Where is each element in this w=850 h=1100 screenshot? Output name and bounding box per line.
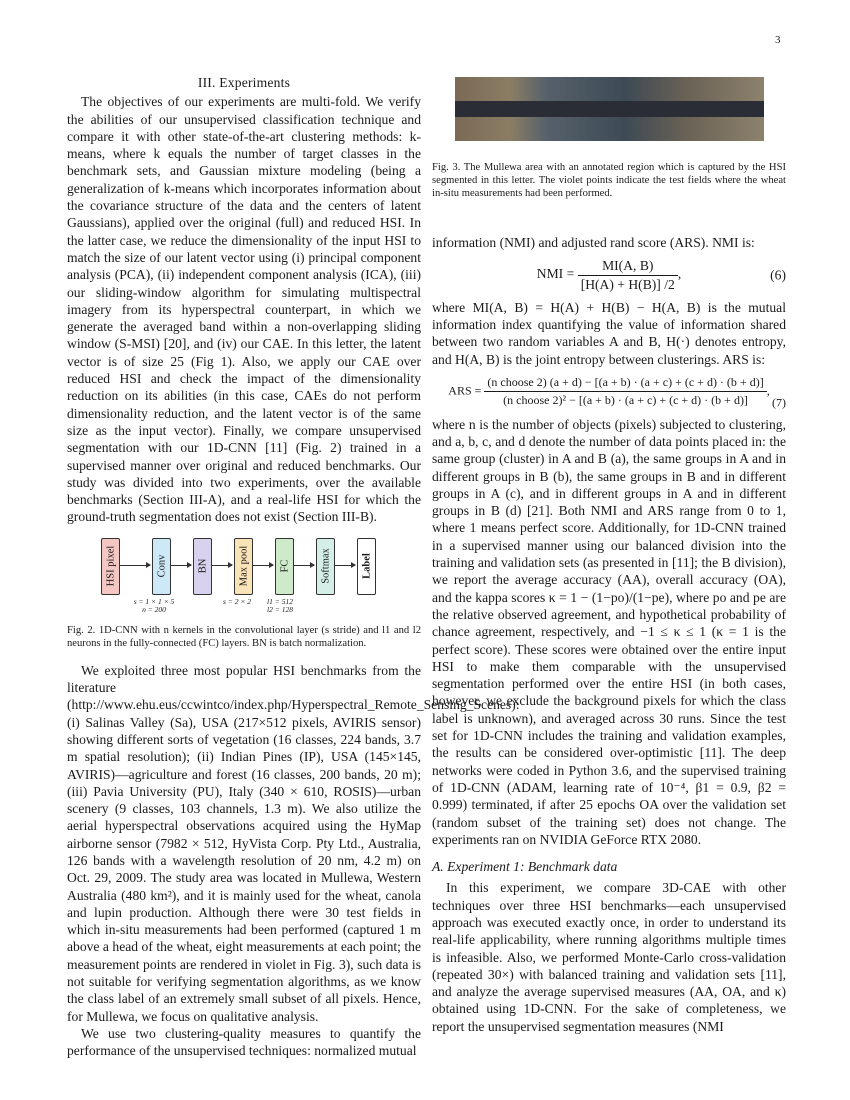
paragraph-experiment-1: In this experiment, we compare 3D-CAE with other techniques over three HSI benchmarks—each unsupervised approach was executed exactly once, in order to understand its real-life applicability, where running algorithms multiple times is infeasible. Also, we performed Monte-Carlo cross-validation (repeated 30×) with balanced training and validation sets [11], and analyze the average supervised measures (AA, OA, and κ) obtained using 1D-CNN. For the sake of completeness, we report the unsupervised segmentation measures (NMI — [432, 880, 786, 1034]
block-softmax: Softmax — [316, 538, 335, 595]
arrow — [120, 565, 150, 566]
block-hsi-pixel: HSI pixel — [101, 538, 120, 595]
arrow — [171, 565, 191, 566]
arrow — [335, 565, 355, 566]
figure-2-diagram — [67, 538, 421, 640]
equation-6: NMI = $\frac{MI(A, B)}{[H(A) + H(B)] /2}$ , (6) — [536, 258, 786, 292]
fc-neurons-label: l1 = 512 l2 = 128 — [267, 596, 293, 614]
paragraph-mi-definition: where MI(A, B) = H(A) + H(B) − H(A, B) is the mutual information index quantifying the value of information shared between two random variables A and B, H(·) denotes entropy, and H(A, B) is the joint entropy between clusterings. ARS is: — [432, 299, 786, 367]
block-max-pool: Max pool — [234, 538, 253, 595]
block-bn: BN — [193, 538, 212, 595]
paragraph-objectives: The objectives of our experiments are multi-fold. We verify the abilities of our unsupervised classification technique and compare it with other state-of-the-art clustering methods: k-means, where k equals the number of target classes in the benchmark sets, and Gaussian mixture modeling (being a generalization of k-means which incorporates information about the covariance structure of the data and the centers of latent Gaussians), applied over the original (full) and reduced HSI. In the latter case, we reduce the dimensionality of the input HSI to match the size of our latent vector using (i) principal component analysis (PCA), (ii) independent component analysis (ICA), (iii) our sliding-window algorithm for simulating multispectral imagery from its hyperspectral counterpart, in which we generate the averaged band within a non-overlapping sliding window (S-MSI) [20], and (iv) our CAE. In this letter, the latent vector is of size 25 (Fig 1). Also, we apply our CAE over reduced HSI and check the impact of the dimensionality reduction on its abilities (in this case, CAEs do not perform dimensionality reduction, and the latent vector is of the same size as the input vector). Finally, we compare unsupervised segmentation with our 1D-CNN [11] (Fig. 2) trained in a supervised manner over original and reduced benchmarks. Our study was divided into two experiments, over the available benchmarks (Section III-A), and a real-life HSI for which the ground-truth segmentation does not exist (Section III-B). — [67, 94, 421, 525]
paragraph-ars-definition: where n is the number of objects (pixels) subjected to clustering, and a, b, c, and d denote the number of data points placed in: the same group (cluster) in A and B (a), the same groups in A and in different groups in B (b), the same groups in B and in different groups in A (c), and in different groups in A and in different groups in B (d) [21]. Both NMI and ARS range from 0 to 1, where 1 means perfect score. Additionally, for 1D-CNN trained in a supervised manner using our balanced division into the training and validation sets (as presented in [11]; the B division), we report the average accuracy (AA), overall accuracy (OA), and the kappa scores κ = 1 − (1−po)/(1−pe), where po and pe are the relative observed agreement, and hypothetical probability of chance agreement, respectively, and −1 ≤ κ ≤ 1 (κ = 1 is the perfect score). These scores were obtained over the entire input HSI to make them comparable with the unsupervised segmentation performed over the entire HSI (in both cases, however, we exclude the background pixels for which the class label is unknown), and averaged across 30 runs. Since the test set for 1D-CNN includes the training and validation examples, the results can be considered over-optimistic [11]. The deep networks were coded in Python 3.6, and the supervised training of 1D-CNN (ADAM, learning rate of 10⁻⁴, β1 = 0.9, β2 = 0.999) terminated, if after 25 epochs OA over the validation set (random subset of the training set) does not change. The experiments ran on NVIDIA GeForce RTX 2080. — [432, 416, 786, 847]
paragraph-measures: We use two clustering-quality measures to quantify the performance of the unsupervised techniques: normalized mutual — [67, 1025, 421, 1059]
block-label: Label — [357, 538, 376, 595]
right-column — [432, 77, 786, 1035]
arrow — [253, 565, 273, 566]
left-column — [67, 74, 520, 1060]
block-fc: FC — [275, 538, 294, 595]
page-number: 3 — [775, 34, 781, 46]
figure-3-image — [455, 77, 764, 141]
arrow — [212, 565, 232, 566]
paragraph-nmi-intro: information (NMI) and adjusted rand score (ARS). NMI is: — [432, 235, 755, 250]
figure-3-caption: Fig. 3. The Mullewa area with an annotated region which is captured by the HSI segmented in this letter. The violet points indicate the test fields where the wheat in-situ measurements had been performed. — [432, 162, 786, 199]
figure-2-caption: Fig. 2. 1D-CNN with n kernels in the convolutional layer (s stride) and l1 and l2 neurons in the fully-connected (FC) layers. BN is batch normalization. — [67, 624, 421, 649]
pool-stride-label: s = 2 × 2 — [222, 596, 252, 606]
section-title: III. Experiments — [197, 75, 291, 90]
subsection-title: A. Experiment 1: Benchmark data — [432, 859, 618, 875]
equation-7: ARS = (n choose 2) (a + d) − [(a + b) · (a + c) + (c + d) · (b + d)] (n choose 2)² − [(a + b) · (a + c) + (c + d) · (b + d)] , (7) — [448, 375, 786, 409]
arrow — [294, 565, 314, 566]
conv-stride-label: s = 1 × 1 × 5 n = 200 — [133, 596, 175, 614]
block-conv: Conv — [152, 538, 171, 595]
paragraph-benchmarks: We exploited three most popular HSI benchmarks from the literature (http://www.ehu.eus/ccwintco/index.php/Hyperspectral_Remote_Sensing_Scenes): (i) Salinas Valley (Sa), USA (217×512 pixels, AVIRIS sensor) showing different sorts of vegetation (16 classes, 224 bands, 3.7 m spatial resolution); (ii) Indian Pines (IP), USA (145×145, AVIRIS)—agriculture and forest (16 classes, 200 bands, 20 m); (iii) Pavia University (PU), Italy (340 × 610, ROSIS)—urban scenery (9 classes, 103 channels, 1.3 m). We also utilize the aerial hyperspectral observations acquired using the HyMap airborne sensor (7982 × 512, HyVista Corp. Pty Ltd., Australia, 126 bands with a wavelength resolution of 20 nm, 4.2 m) on Oct. 29, 2009. The study area was located in Mullewa, Western Australia (480 km²), and it is mainly used for the wheat, canola and lupin production. Although there were 30 test fields in which in-situ measurements had been performed (captured 1 m above a head of the wheat, eight measurements at each point; the measurement points are rendered in violet in Fig. 3), such data is not suitable for verifying segmentation algorithms, as we know the class label of an extremely small subset of all pixels. Hence, for Mullewa, we focus on qualitative analysis. — [67, 662, 520, 1024]
